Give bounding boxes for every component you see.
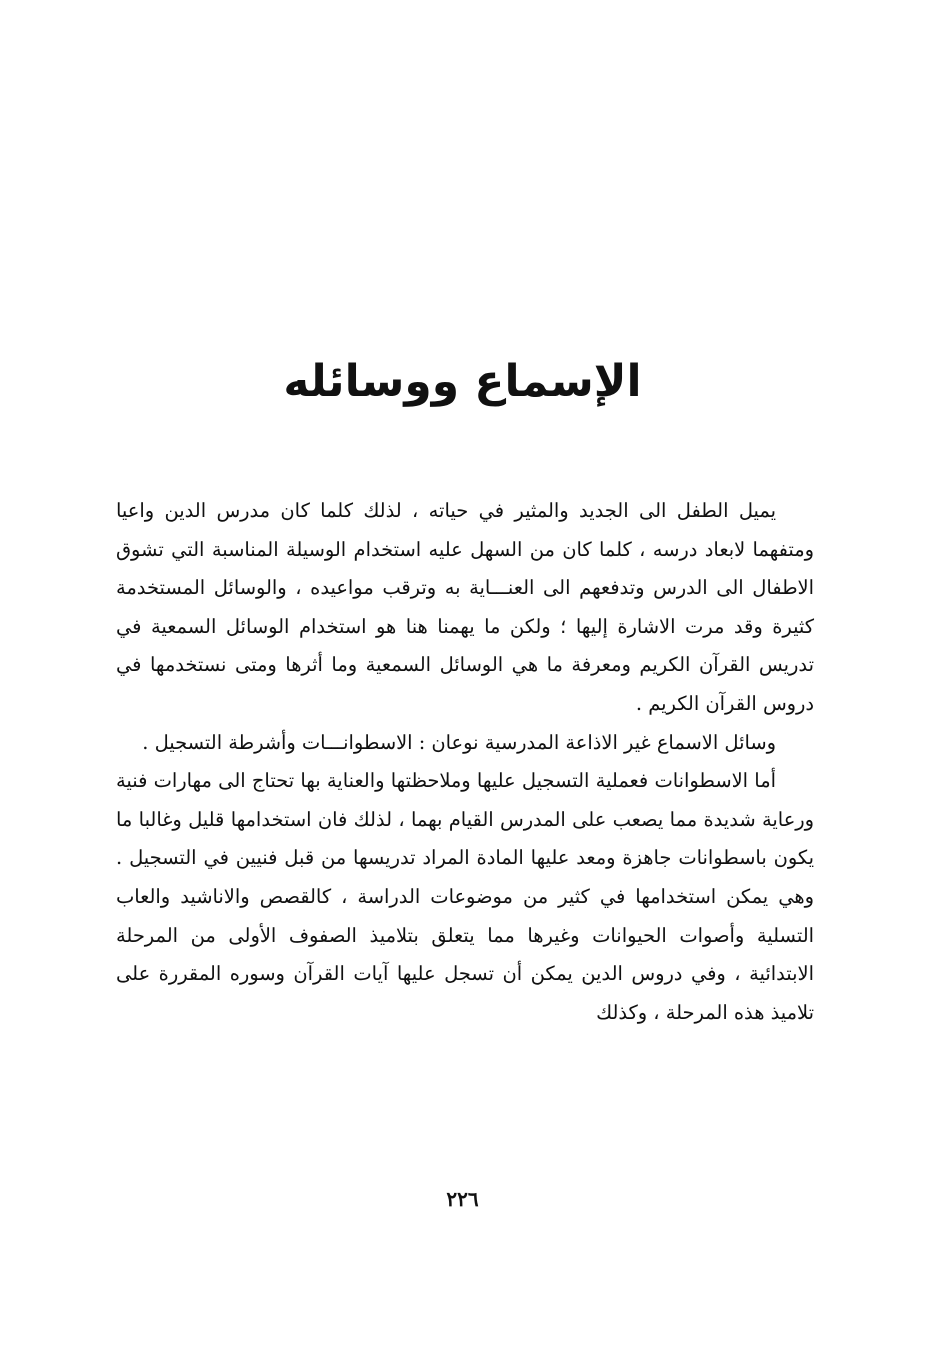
body-text [116,492,814,1032]
chapter-title: الإسماع ووسائله [283,356,642,407]
page-number: ٢٢٦ [446,1187,479,1211]
paragraph-2: وسائل الاسماع غير الاذاعة المدرسية نوعان : الاسطوانـــات وأشرطة التسجيل . [142,730,776,754]
paragraph-1: يميل الطفل الى الجديد والمثير في حياته ، لذلك كلما كان مدرس الدين واعيا ومتفهما لابعاد درسه ، كلما كان من السهل عليه استخدام الوسيلة المناسبة التي تشوق الاطفال الى الدرس وتدفعهم الى العنـــاية به وترقب مواعيده ، والوسائل المستخدمة كثيرة وقد مرت الاشارة إليها ؛ ولكن ما يهمنا هنا هو استخدام الوسائل السمعية في تدريس القرآن الكريم ومعرفة ما هي الوسائل السمعية وما أثرها ومتى نستخدمها في دروس القرآن الكريم . [116,499,814,715]
paragraph-3: أما الاسطوانات فعملية التسجيل عليها وملاحظتها والعناية بها تحتاج الى مهارات فنية ورعاية شديدة مما يصعب على المدرس القيام بهما ، لذلك فان استخدامها قليل وغالبا ما يكون باسطوانات جاهزة ومعد عليها المادة المراد تدريسها من قبل فنيين في التسجيل . وهي يمكن استخدامها في كثير من موضوعات الدراسة ، كالقصص والاناشيد والعاب التسلية وأصوات الحيوانات وغيرها مما يتعلق بتلاميذ الصفوف الأولى من المرحلة الابتدائية ، وفي دروس الدين يمكن أن تسجل عليها آيات القرآن وسوره المقررة على تلاميذ هذه المرحلة ، وكذلك [116,769,814,1024]
